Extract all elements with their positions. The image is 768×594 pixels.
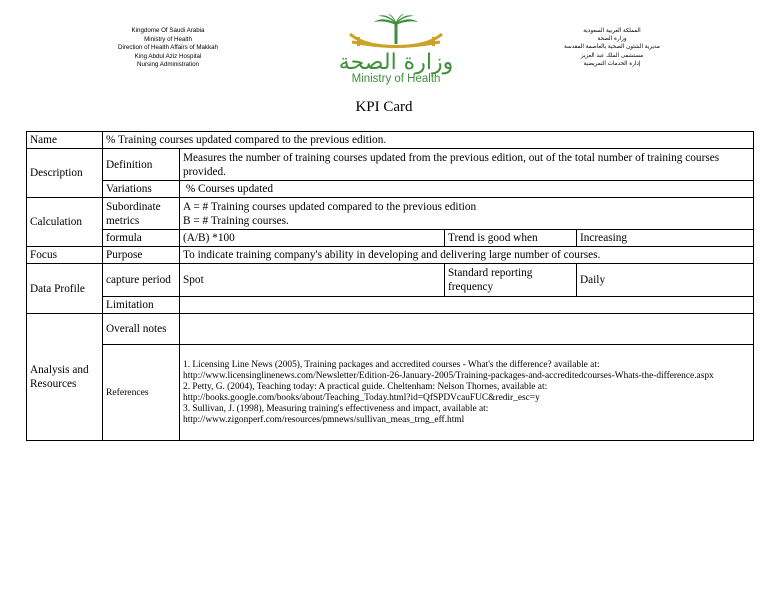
row-label-description: Description [27, 149, 103, 198]
subordinate-metric-b: B = # Training courses. [183, 214, 289, 227]
reference-line: 2. Petty, G. (2004), Teaching today: A practical guide. Cheltenham: Nelson Thornes, available at: [183, 381, 548, 392]
row-label-data-profile: Data Profile [27, 264, 103, 314]
table-row [27, 181, 754, 198]
field-label-overall-notes: Overall notes [103, 314, 180, 345]
reference-line: 3. Sullivan, J. (1998), Measuring training's effectiveness and impact, available at: [183, 403, 489, 414]
kpi-name-value: % Training courses updated compared to the previous edition. [103, 132, 754, 149]
row-label-focus: Focus [27, 247, 103, 264]
references-list [180, 345, 754, 441]
row-label-calculation: Calculation [27, 198, 103, 247]
table-row [27, 230, 754, 247]
table-row [27, 132, 754, 149]
header-english-line: Nursing Administration [137, 61, 199, 69]
field-label-references: References [103, 345, 180, 441]
reporting-frequency-value: Daily [577, 264, 754, 297]
purpose-value: To indicate training company's ability in developing and delivering large number of courses. [180, 247, 754, 264]
definition-value: Measures the number of training courses updated from the previous edition, out of the total number of training courses provided. [180, 149, 754, 181]
header-arabic-block [546, 27, 678, 68]
table-row [27, 198, 754, 230]
palm-swords-emblem-icon [328, 14, 464, 54]
table-row [27, 345, 754, 441]
field-label-formula: formula [103, 230, 180, 247]
trend-value: Increasing [577, 230, 754, 247]
field-label-variations: Variations [103, 181, 180, 198]
header-arabic-line: إدارة الخدمات التمريضية [583, 60, 641, 67]
header-arabic-line: وزارة الصحة [597, 36, 627, 43]
header-english-line: King Abdul Aziz Hospital [134, 52, 202, 60]
header-english-block [98, 27, 238, 70]
row-label-name: Name [27, 132, 103, 149]
row-label-analysis-resources: Analysis and Resources [27, 314, 103, 441]
reference-link[interactable]: http://books.google.com/books/about/Teaching_Today.html?id=QfSPDVcauFUC&redir_esc=y [183, 392, 540, 403]
page-title: KPI Card [355, 99, 413, 115]
header-english-line: Kingdome Of Saudi Arabia [131, 27, 205, 34]
capture-period-value: Spot [180, 264, 445, 297]
overall-notes-value [180, 314, 754, 345]
field-label-reporting-frequency: Standard reporting frequency [445, 264, 577, 297]
table-row [27, 247, 754, 264]
header-arabic-line: مستشفى الملك عبد العزيز [580, 52, 644, 59]
field-label-definition: Definition [103, 149, 180, 181]
logo-arabic-text: وزارة الصحة [338, 50, 454, 75]
limitation-value [180, 297, 754, 314]
table-row [27, 314, 754, 345]
header-arabic-line: مديرية الشئون الصحية بالعاصمة المقدسة [564, 44, 660, 51]
table-row [27, 149, 754, 181]
field-label-subordinate: Subordinate metrics [103, 198, 180, 230]
field-label-limitation: Limitation [103, 297, 180, 314]
field-label-capture-period: capture period [103, 264, 180, 297]
field-label-purpose: Purpose [103, 247, 180, 264]
field-label-trend: Trend is good when [445, 230, 577, 247]
logo-english-text: Ministry of Health [351, 73, 441, 85]
header-english-line: Direction of Health Affairs of Makkah [118, 44, 218, 52]
kpi-table [26, 131, 754, 441]
table-row [27, 297, 754, 314]
table-row [27, 264, 754, 297]
header-arabic-line: المملكة العربية السعودية [583, 28, 641, 34]
header-english-line: Ministry of Health [144, 35, 192, 43]
subordinate-metrics-value [180, 198, 754, 230]
variations-value: % Courses updated [180, 181, 754, 198]
reference-link[interactable]: http://www.zigonperf.com/resources/pmnews/sullivan_meas_trng_eff.html [183, 414, 465, 425]
subordinate-metric-a: A = # Training courses updated compared to the previous edition [183, 200, 477, 213]
formula-value: (A/B) *100 [180, 230, 445, 247]
ministry-logo [328, 14, 464, 86]
reference-line: 1. Licensing Line News (2005), Training packages and accredited courses - What's the difference? available at: [183, 359, 600, 370]
reference-link[interactable]: http://www.licensinglinenews.com/Newsletter/Edition-26-January-2005/Training-packages-and-accreditedcourses-Whats-the-difference.aspx [183, 370, 714, 381]
